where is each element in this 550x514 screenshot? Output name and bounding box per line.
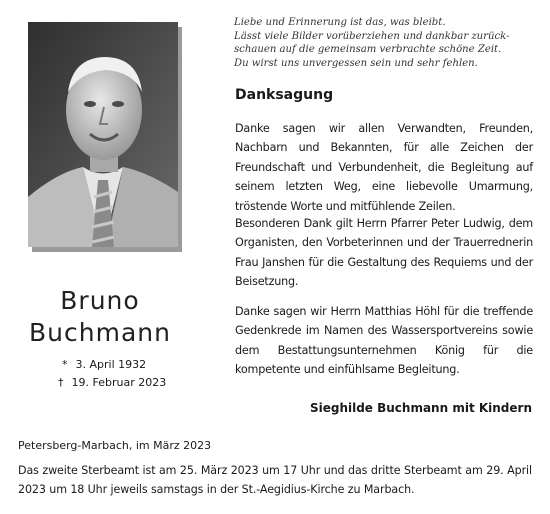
deceased-last-name: Buchmann — [29, 318, 171, 347]
place-and-date: Petersberg-Marbach, im März 2023 — [18, 439, 212, 452]
verse-line: schauen auf die gemeinsam verbrachte schöne Zeit. — [234, 44, 502, 55]
signature: Sieghilde Buchmann mit Kindern — [309, 401, 532, 415]
page-title: Danksagung — [235, 87, 334, 103]
portrait-photo — [28, 22, 178, 247]
memorial-verse — [234, 16, 534, 70]
verse-line: Lässt viele Bilder vorüberziehen und dankbar zurück- — [234, 30, 510, 42]
death-cross-icon: † — [58, 376, 64, 389]
thanks-paragraph-2: Besonderen Dank gilt Herrn Pfarrer Peter Ludwig, dem Organisten, den Vorbeterinnen und der Trauerrednerin Frau Janshen für die Gestaltung des Requiems und der Beisetzung. — [235, 217, 533, 289]
birth-date-line — [62, 358, 146, 371]
deceased-first-name: Bruno — [60, 286, 140, 315]
verse-line: Du wirst uns unvergessen sein und sehr fehlen. — [234, 57, 478, 69]
birth-symbol: * — [62, 358, 68, 371]
memorial-service-info: Das zweite Sterbeamt ist am 25. März 2023 um 17 Uhr und das dritte Sterbeamt am 29. April 2023 um 18 Uhr jeweils samstags in der St.-Aegidius-Kirche zu Marbach. — [18, 464, 532, 496]
birth-date: 3. April 1932 — [75, 358, 147, 371]
death-date-line — [58, 376, 166, 389]
portrait-illustration — [28, 22, 178, 247]
thanks-paragraph-1: Danke sagen wir allen Verwandten, Freunden, Nachbarn und Bekannten, für alle Zeichen der Freundschaft und Verbundenheit, die Begleitung auf seinem letzten Weg, eine liebevolle Umarmung, tröstende Worte und mitfühlende Zeilen. — [235, 122, 533, 213]
thanks-paragraph-3: Danke sagen wir Herrn Matthias Höhl für die treffende Gedenkrede im Namen des Wassersportvereins sowie dem Bestattungsunternehmen König für die kompetente und einfühlsame Begleitung. — [235, 305, 533, 377]
verse-line: Liebe und Erinnerung ist das, was bleibt. — [234, 17, 446, 28]
death-date: 19. Februar 2023 — [71, 376, 167, 389]
